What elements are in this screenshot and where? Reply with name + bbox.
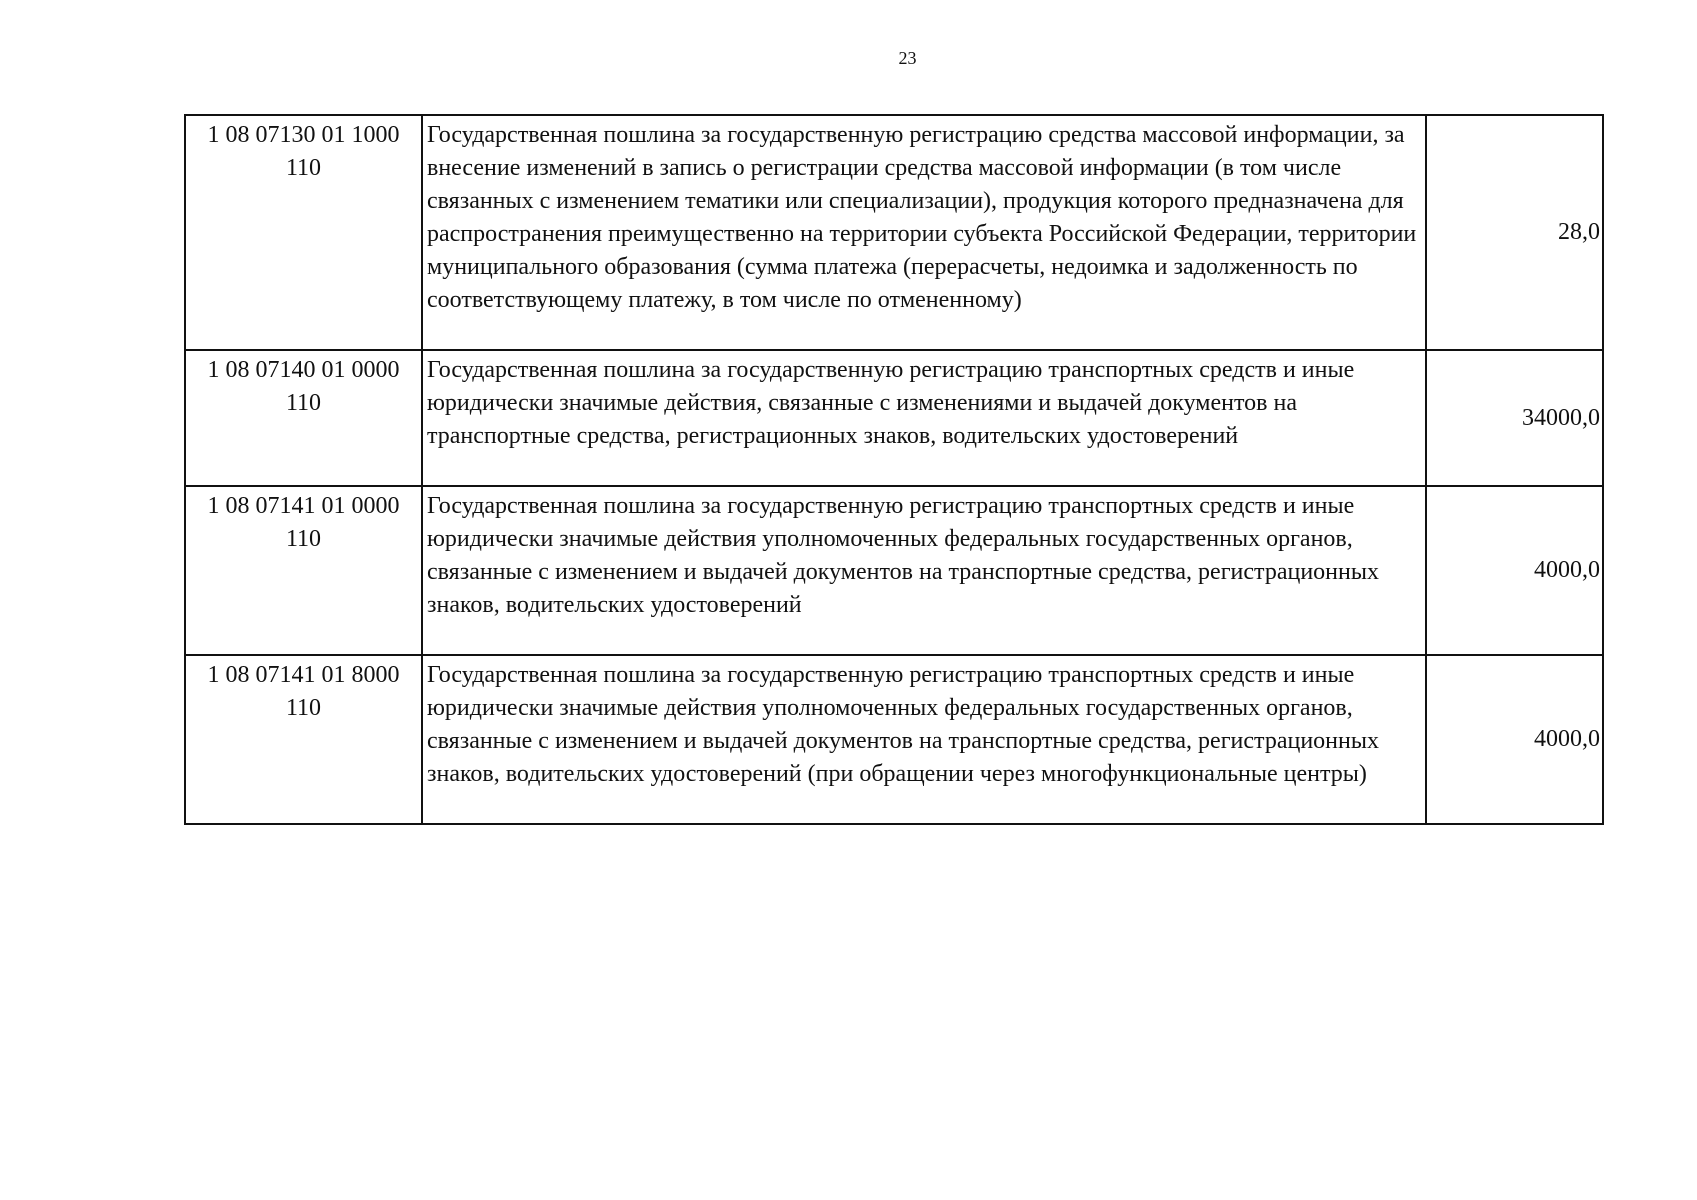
revenue-amount: 34000,0 [1426, 350, 1603, 486]
table-row [185, 115, 1603, 350]
table-row [185, 350, 1603, 486]
revenue-amount: 4000,0 [1426, 655, 1603, 824]
code-line: 1 08 07140 01 0000 [207, 357, 400, 383]
code-line: 110 [285, 390, 322, 416]
table-row [185, 655, 1603, 824]
budget-classification-code [185, 486, 422, 655]
code-line: 110 [285, 695, 322, 721]
code-line: 110 [285, 155, 322, 181]
budget-classification-code [185, 350, 422, 486]
budget-revenue-table [184, 114, 1604, 825]
revenue-name: Государственная пошлина за государственную регистрацию транспортных средств и иные юридически значимые действия уполномоченных федеральных государственных органов, связанные с изменением и выдачей документов на транспортные средства, регистрационных знаков, водительских удостоверений [422, 486, 1426, 655]
budget-classification-code [185, 655, 422, 824]
page-number: 23 [898, 48, 917, 68]
revenue-name: Государственная пошлина за государственную регистрацию средства массовой информации, за внесение изменений в запись о регистрации средства массовой информации (в том числе связанных с изменением тематики или специализации), продукция которого предназначена для распространения преимущественно на территории субъекта Российской Федерации, территории муниципального образования (сумма платежа (перерасчеты, недоимка и задолженность по соответствующему платежу, в том числе по отмененному) [422, 115, 1426, 350]
revenue-amount: 28,0 [1426, 115, 1603, 350]
revenue-amount: 4000,0 [1426, 486, 1603, 655]
code-line: 1 08 07141 01 8000 [207, 662, 400, 688]
code-line: 1 08 07130 01 1000 [207, 122, 400, 148]
budget-classification-code [185, 115, 422, 350]
table-row [185, 486, 1603, 655]
revenue-name: Государственная пошлина за государственную регистрацию транспортных средств и иные юридически значимые действия уполномоченных федеральных государственных органов, связанные с изменением и выдачей документов на транспортные средства, регистрационных знаков, водительских удостоверений (при обращении через многофункциональные центры) [422, 655, 1426, 824]
code-line: 110 [285, 526, 322, 552]
revenue-name: Государственная пошлина за государственную регистрацию транспортных средств и иные юридически значимые действия, связанные с изменениями и выдачей документов на транспортные средства, регистрационных знаков, водительских удостоверений [422, 350, 1426, 486]
code-line: 1 08 07141 01 0000 [207, 493, 400, 519]
